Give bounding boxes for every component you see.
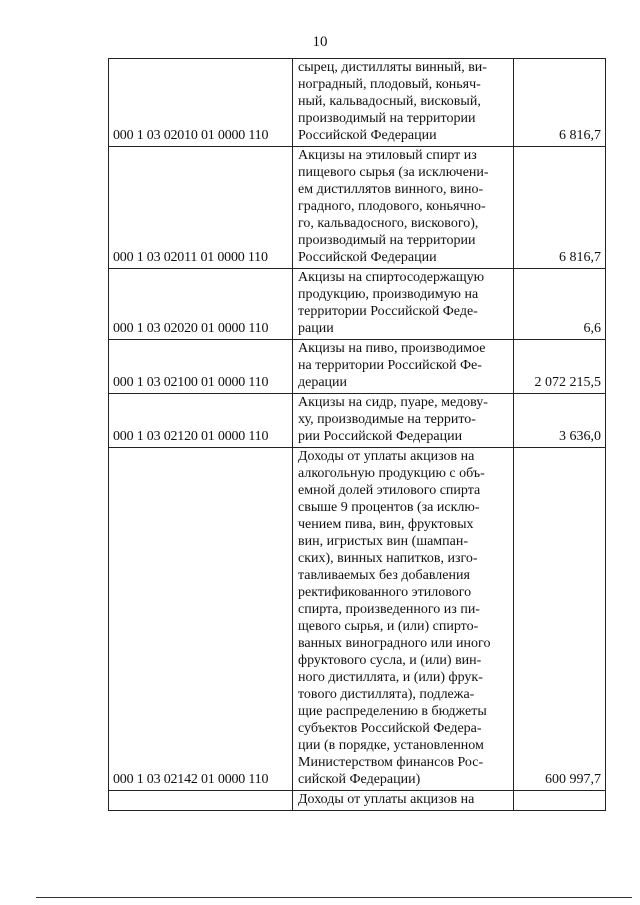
description-line: рии Российской Федерации [298,429,463,444]
description-line: Доходы от уплаты акцизов на [298,792,475,807]
description-line: Российской Федерации [298,128,437,143]
budget-code-cell: 000 1 03 02120 01 0000 110 [109,394,293,448]
description-line: ванных виноградного или иного [298,636,491,651]
description-line: ем дистиллятов винного, вино- [298,182,484,197]
description-line: Российской Федерации [298,250,437,265]
page-bottom-divider [36,897,632,898]
page-number: 10 [312,34,328,50]
description-line: продукцию, производимую на [298,287,479,302]
budget-code-cell: 000 1 03 02011 01 0000 110 [109,147,293,269]
budget-code-cell: 000 1 03 02010 01 0000 110 [109,59,293,147]
table-row [109,448,606,791]
description-line: ху, производимые на террито- [298,412,476,427]
description-line: фруктового сусла, и (или) вин- [298,653,482,668]
description-line: алкогольную продукцию с объ- [298,466,485,481]
budget-code-cell: 000 1 03 02142 01 0000 110 [109,448,293,791]
table-row [109,394,606,448]
description-line: щие распределению в бюджеты [298,704,487,719]
amount-cell: 6 816,7 [514,147,606,269]
amount-cell [514,791,606,811]
table-row [109,147,606,269]
description-cell [293,791,514,811]
description-line: территории Российской Феде- [298,304,478,319]
description-cell [293,269,514,340]
description-line: Доходы от уплаты акцизов на [298,449,475,464]
budget-code-cell: 000 1 03 02020 01 0000 110 [109,269,293,340]
amount-cell: 600 997,7 [514,448,606,791]
description-line: сырец, дистилляты винный, ви- [298,60,487,75]
description-line: ректификованного этилового [298,585,472,600]
table-row [109,59,606,147]
description-line: емной долей этилового спирта [298,483,481,498]
amount-cell: 6,6 [514,269,606,340]
description-line: Акцизы на сидр, пуаре, медову- [298,395,488,410]
description-line: на территории Российской Фе- [298,358,482,373]
description-line: чением пива, вин, фруктовых [298,517,474,532]
description-line: дерации [298,375,348,390]
description-cell [293,340,514,394]
amount-cell: 6 816,7 [514,59,606,147]
description-line: ских), винных напитков, изго- [298,551,478,566]
description-line: спирта, произведенного из пи- [298,602,480,617]
description-line: производимый на территории [298,233,476,248]
description-line: свыше 9 процентов (за исклю- [298,500,480,515]
description-line: сийской Федерации) [298,772,421,787]
amount-cell: 2 072 215,5 [514,340,606,394]
description-line: щевого сырья, и (или) спирто- [298,619,479,634]
description-line: тового дистиллята), подлежа- [298,687,475,702]
description-line: ного дистиллята, и (или) фрук- [298,670,483,685]
table-row [109,791,606,811]
revenue-table-body [109,59,606,811]
description-line: вин, игристых вин (шампан- [298,534,469,549]
description-cell [293,59,514,147]
description-line: Акцизы на спиртосодержащую [298,270,485,285]
description-line: субъектов Российской Федера- [298,721,482,736]
description-line: ции (в порядке, установленном [298,738,484,753]
budget-code-cell [109,791,293,811]
budget-code-cell: 000 1 03 02100 01 0000 110 [109,340,293,394]
description-line: тавливаемых без добавления [298,568,470,583]
table-row [109,269,606,340]
description-line: ноградный, плодовый, коньяч- [298,77,481,92]
description-line: ный, кальвадосный, висковый, [298,94,481,109]
description-line: производимый на территории [298,111,476,126]
description-cell [293,394,514,448]
description-cell [293,147,514,269]
description-line: Акцизы на этиловый спирт из [298,148,477,163]
description-line: го, кальвадосного, вискового), [298,216,479,231]
revenue-table [108,58,606,811]
amount-cell: 3 636,0 [514,394,606,448]
table-row [109,340,606,394]
description-line: градного, плодового, коньячно- [298,199,486,214]
description-line: Акцизы на пиво, производимое [298,341,486,356]
description-cell [293,448,514,791]
description-line: пищевого сырья (за исключени- [298,165,489,180]
description-line: Министерством финансов Рос- [298,755,484,770]
description-line: рации [298,321,334,336]
